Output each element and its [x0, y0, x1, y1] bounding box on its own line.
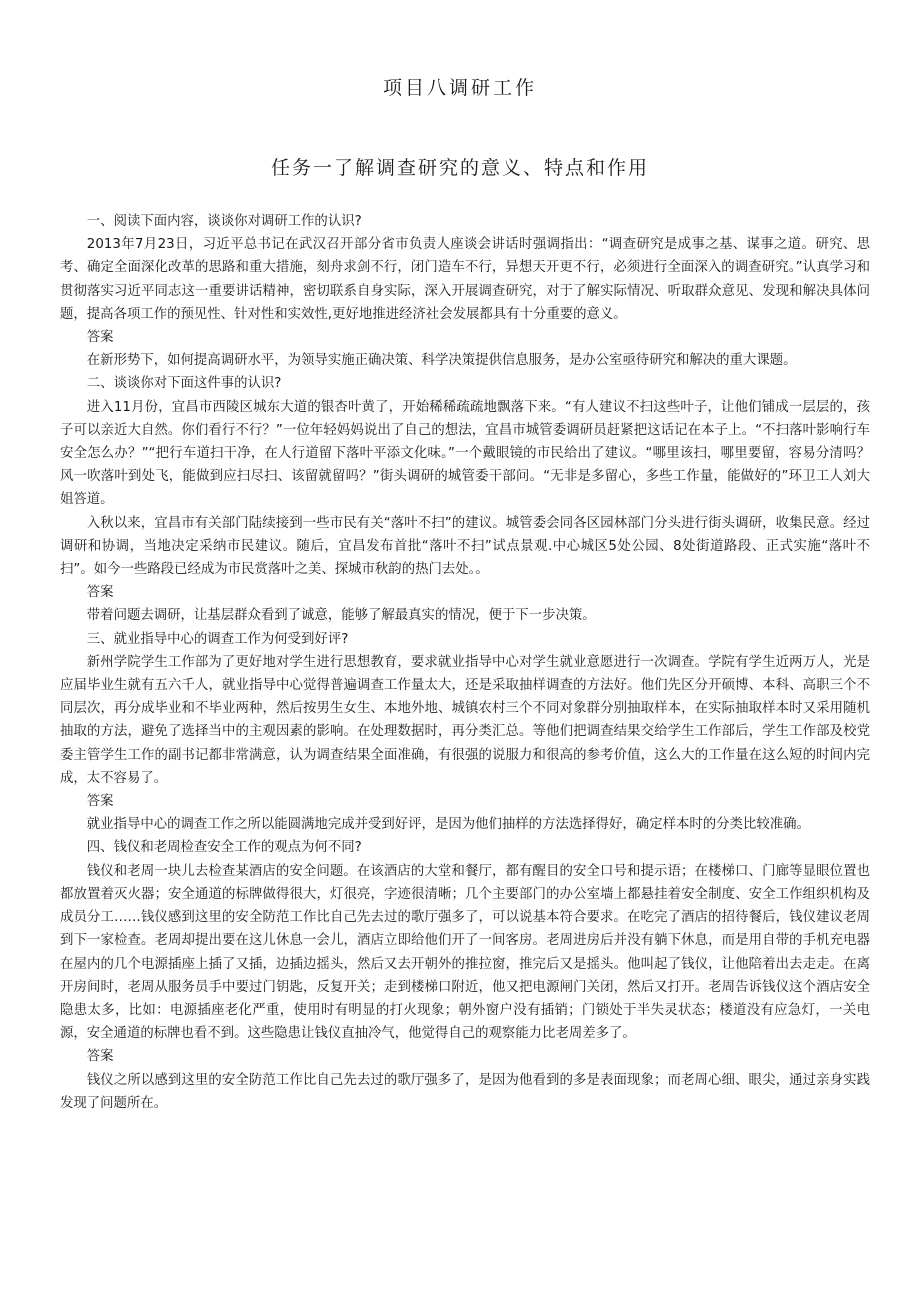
answer-4: 钱仪之所以感到这里的安全防范工作比自己先去过的歌厅强多了，是因为他看到的多是表面现象；而老周心细、眼尖，通过亲身实践发现了问题所在。 [60, 1072, 870, 1111]
paragraph: 进入11月份，宜昌市西陵区城东大道的银杏叶黄了，开始稀稀疏疏地飘落下来。“有人建议不扫这些叶子，让他们铺成一层层的，孩子可以亲近大自然。你们看行不行？”一位年轻妈妈说出了自己的想法，宜昌市城管委调研员赶紧把这话记在本子上。“不扫落叶影响行车安全怎么办？”“把行车道扫干净，在人行道留下落叶平添文化味。”一个戴眼镜的市民给出了建议。“哪里该扫，哪里要留，容易分清吗？风一吹落叶到处飞，能做到应扫尽扫、该留就留吗？”街头调研的城管委干部问。“无非是多留心，多些工作量，能做好的”环卫工人刘大姐答道。 [60, 399, 870, 508]
answer-label: 答案 [86, 585, 114, 601]
paragraph: 2013年7月23日，习近平总书记在武汉召开部分省市负责人座谈会讲话时强调指出：“调查研究是成事之基、谋事之道。研究、思考、确定全面深化改革的思路和重大措施，刻舟求剑不行，闭门造车不行，异想天开更不行，必须进行全面深入的调查研究。”认真学习和贯彻落实习近平同志这一重要讲话精神，密切联系自身实际，深入开展调查研究，对于了解实际情况、听取群众意见、发现和解决具体问题，提高各项工作的预见性、针对性和实效性,更好地推进经济社会发展都具有十分重要的意义。 [60, 237, 870, 322]
paragraph: 入秋以来，宜昌市有关部门陆续接到一些市民有关“落叶不扫”的建议。城管委会同各区园林部门分头进行街头调研，收集民意。经过调研和协调，当地决定采纳市民建议。随后，宜昌发布首批“落叶不扫”试点景观.中心城区5处公园、8处街道路段、正式实施“落叶不扫”。如今一些路段已经成为市民赏落叶之美、探城市秋韵的热门去处。。 [60, 515, 870, 578]
answer-label: 答案 [86, 330, 114, 346]
answer-2: 带着问题去调研，让基层群众看到了诚意，能够了解最真实的情况，便于下一步决策。 [86, 608, 596, 624]
question-1: 一、阅读下面内容，谈谈你对调研工作的认识? [86, 214, 362, 229]
answer-3: 就业指导中心的调查工作之所以能圆满地完成并受到好评，是因为他们抽样的方法选择得好，确定样本时的分类比较准确。 [86, 817, 810, 833]
document-body [60, 210, 870, 1115]
answer-label: 答案 [86, 1049, 114, 1065]
question-4: 四、钱仪和老周检查安全工作的观点为何不同? [86, 840, 362, 856]
answer-1: 在新形势下，如何提高调研水平，为领导实施正确决策、科学决策提供信息服务，是办公室亟待研究和解决的重大课题。 [86, 353, 797, 369]
document-title: 项目八调研工作 [382, 77, 537, 99]
question-3: 三、就业指导中心的调查工作为何受到好评? [86, 631, 349, 647]
answer-label: 答案 [86, 794, 114, 810]
paragraph: 钱仪和老周一块儿去检查某酒店的安全问题。在该酒店的大堂和餐厅，都有醒目的安全口号和提示语；在楼梯口、门廊等显眼位置也都放置着灭火器；安全通道的标牌做得很大，灯很亮，字迹很清晰；几个主要部门的办公室墙上都悬挂着安全制度、安全工作组织机构及成员分工……钱仪感到这里的安全防范工作比自己先去过的歌厅强多了，可以说基本符合要求。在吃完了酒店的招待餐后，钱仪建议老周到下一家检查。老周却提出要在这儿休息一会儿，酒店立即给他们开了一间客房。老周进房后并没有躺下休息，而是用自带的手机充电器在屋内的几个电源插座上插了又插，边插边摇头，然后又去开朝外的推拉窗，推完后又是摇头。他叫起了钱仪，让他陪着出去走走。在离开房间时，老周从服务员手中要过门钥匙，反复开关；走到楼梯口附近，他又把电源闸门关闭，然后又打开。老周告诉钱仪这个酒店安全隐患太多，比如：电源插座老化严重，使用时有明显的打火现象；朝外窗户没有插销；门锁处于半失灵状态；楼道没有应急灯，一关电源，安全通道的标牌也看不到。这些隐患让钱仪直抽冷气，他觉得自己的观察能力比老周差多了。 [60, 863, 870, 1042]
task-title: 任务一了解调查研究的意义、特点和作用 [270, 157, 649, 179]
paragraph: 新州学院学生工作部为了更好地对学生进行思想教育，要求就业指导中心对学生就业意愿进行一次调查。学院有学生近两万人，光是应届毕业生就有五六千人，就业指导中心觉得普遍调查工作量太大，还是采取抽样调查的方法好。他们先区分开硕博、本科、高职三个不同层次，再分成毕业和不毕业两种，然后按男生女生、本地外地、城镇农村三个不同对象群分别抽取样本，在实际抽取样本时又采用随机抽取的方法，避免了选择当中的主观因素的影响。在处理数据时，再分类汇总。等他们把调查结果交给学生工作部后，学生工作部及校党委主管学生工作的副书记都非常满意，认为调查结果全面准确，有很强的说服力和很高的参考价值，这么大的工作量在这么短的时间内完成，太不容易了。 [60, 654, 870, 786]
question-2: 二、谈谈你对下面这件事的认识? [86, 376, 282, 392]
